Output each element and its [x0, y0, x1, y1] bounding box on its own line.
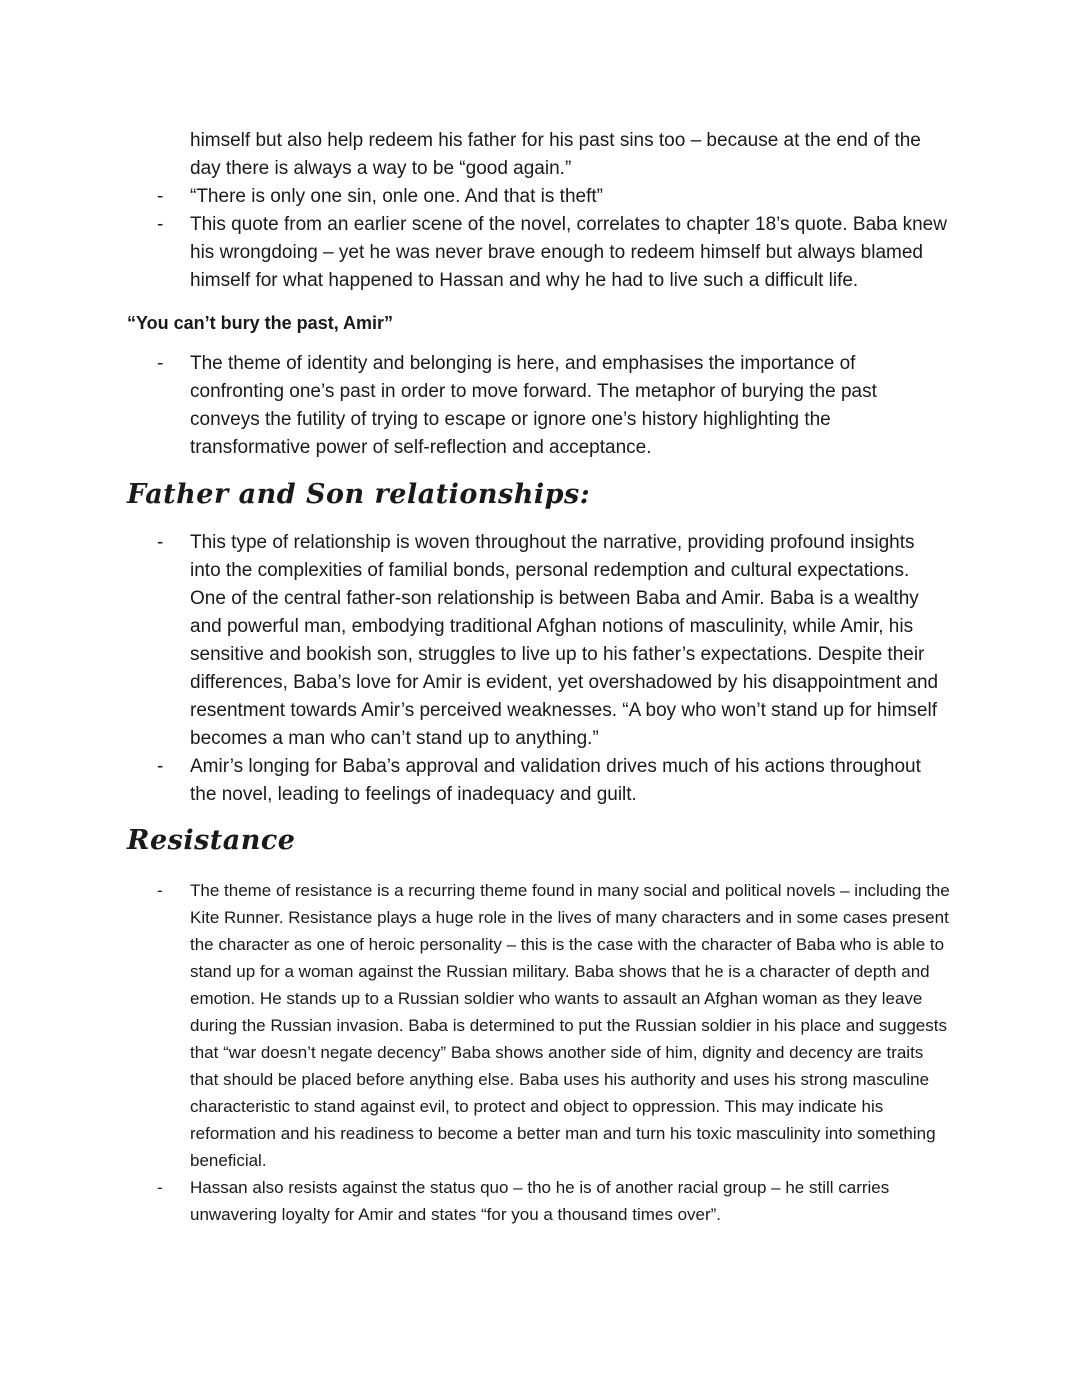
bullet-dash: -: [157, 186, 164, 207]
bullet-text: The theme of identity and belonging is here, and emphasises the importance of confronting one’s past in order to move forward. The metaphor of burying the past conveys the futility of trying to escape or ignore one’s history highlighting the transformative power of self-reflection and acceptance.: [190, 353, 877, 458]
bullet-text: Amir’s longing for Baba’s approval and validation drives much of his actions throughout the novel, leading to feelings of inadequacy and guilt.: [190, 756, 921, 805]
resistance-section: [0, 877, 1080, 1228]
bullet-text: This type of relationship is woven throughout the narrative, providing profound insights into the complexities of familial bonds, personal redemption and cultural expectations. One of the central father-son relationship is between Baba and Amir. Baba is a wealthy and powerful man, embodying traditional Afghan notions of masculinity, while Amir, his sensitive and bookish son, struggles to live up to his father’s expectations. Despite their differences, Baba’s love for Amir is evident, yet overshadowed by his disappointment and resentment towards Amir’s perceived weaknesses. “A boy who won’t stand up for himself becomes a man who can’t stand up to anything.”: [190, 532, 939, 749]
intro-section: [0, 127, 1080, 295]
list-item: [0, 1174, 950, 1228]
list-item: [0, 753, 950, 809]
section-heading-resistance: Resistance: [127, 825, 296, 856]
bullet-text: The theme of resistance is a recurring theme found in many social and political novels – including the Kite Runner. Resistance plays a huge role in the lives of many characters and in some cases present the character as one of heroic personality – this is the case with the character of Baba who is able to stand up for a woman against the Russian military. Baba shows that he is a character of depth and emotion. He stands up to a Russian soldier who wants to assault an Afghan woman as they leave during the Russian invasion. Baba is determined to put the Russian soldier in his place and suggests that “war doesn’t negate decency” Baba shows another side of him, dignity and decency are traits that should be placed before anything else. Baba uses his authority and uses his strong masculine characteristic to stand against evil, to protect and object to oppression. This may indicate his reformation and his readiness to become a better man and turn his toxic masculinity into something beneficial.: [190, 881, 950, 1170]
bullet-text: “There is only one sin, onle one. And that is theft”: [190, 186, 603, 207]
bullet-dash: -: [157, 532, 164, 553]
list-item: [0, 183, 950, 211]
intro-bullet-list: [0, 127, 1080, 295]
list-item: [0, 211, 950, 295]
father-son-bullet-list: [0, 529, 1080, 809]
bullet-text: This quote from an earlier scene of the novel, correlates to chapter 18’s quote. Baba knew his wrongdoing – yet he was never brave enough to redeem himself but always blamed himself for what happened to Hassan and why he had to live such a difficult life.: [190, 214, 947, 291]
father-son-section: [0, 529, 1080, 809]
list-item: [0, 350, 950, 462]
bullet-dash: -: [157, 881, 163, 900]
resistance-bullet-list: [0, 877, 1080, 1228]
bullet-text: Hassan also resists against the status quo – tho he is of another racial group – he still carries unwavering loyalty for Amir and states “for you a thousand times over”.: [190, 1178, 890, 1224]
bullet-dash: -: [157, 1178, 163, 1197]
bullet-dash: -: [157, 756, 164, 777]
section-heading-past: “You can’t bury the past, Amir”: [127, 313, 394, 333]
list-item: [0, 877, 950, 1174]
bullet-dash: -: [157, 353, 164, 374]
section-heading-father-son: Father and Son relationships:: [127, 479, 591, 510]
list-item: [0, 529, 950, 753]
past-bullet-list: [0, 350, 1080, 462]
past-section: [0, 350, 1080, 462]
bullet-dash: -: [157, 214, 164, 235]
list-item: [0, 127, 950, 183]
bullet-text: himself but also help redeem his father for his past sins too – because at the end of the day there is always a way to be “good again.”: [190, 130, 921, 179]
